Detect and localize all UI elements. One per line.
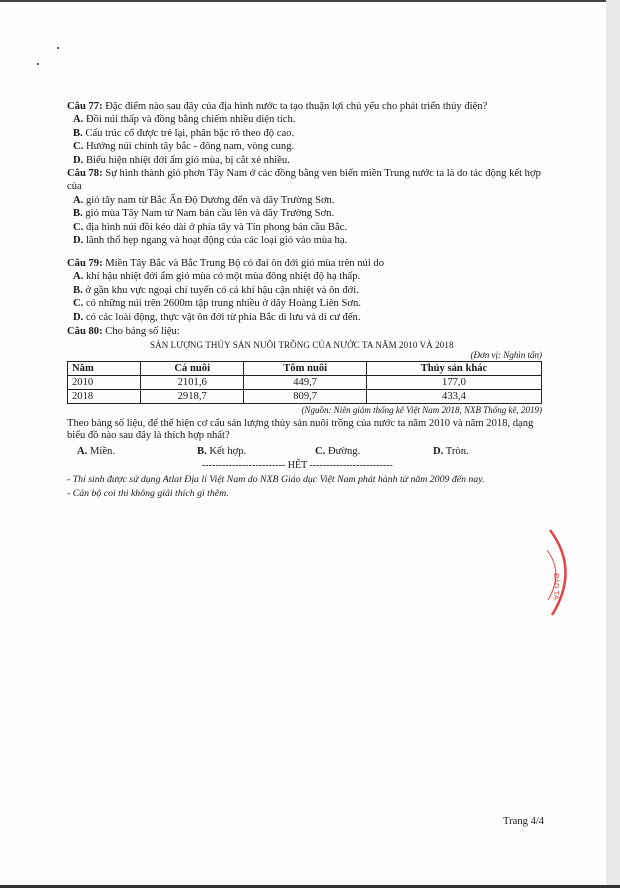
option-d: D. có các loài động, thực vật ôn đới từ phía Bắc di lưu và di cư đến. (73, 311, 361, 323)
red-stamp-fragment (540, 525, 580, 620)
option-c: C. Hướng núi chính tây bắc - đông nam, vòng cung. (73, 141, 295, 153)
option-a: A. Đồi núi thấp và đồng bằng chiếm nhiều diện tích. (73, 114, 296, 126)
option-a: A. gió tây nam từ Bắc Ấn Độ Dương đến và dãy Trường Sơn. (73, 194, 335, 206)
data-table (67, 361, 542, 404)
question-label: Câu 77: (67, 101, 103, 112)
question-label: Câu 79: (67, 258, 103, 269)
table-title: SẢN LƯỢNG THỦY SẢN NUÔI TRỒNG CỦA NƯỚC TA NĂM 2010 VÀ 2018 (150, 340, 454, 350)
option-a: A. khí hậu nhiệt đới ẩm gió mùa có một mùa đông nhiệt độ hạ thấp. (73, 271, 361, 283)
footnote: - Thí sinh được sử dụng Atlat Địa lí Việt Nam do NXB Giáo dục Việt Nam phát hành từ năm 2009 đến nay. (67, 474, 485, 485)
question-80-text: Theo bảng số liệu, để thể hiện cơ cấu sản lượng thủy sản nuôi trồng của nước ta năm 2010 và năm 2018, dạng biểu đồ nào sau đây là thích hợp nhất? (67, 418, 534, 442)
question-80-intro: Câu 80: Cho bảng số liệu: (67, 326, 180, 337)
option-d: D. Biểu hiện nhiệt đới ẩm gió mùa, bị cắt xẻ nhiều. (73, 154, 290, 166)
question-text: Đặc điểm nào sau đây của địa hình nước ta tạo thuận lợi chủ yếu cho phát triển thủy điện? (105, 101, 488, 112)
footnote: - Cán bộ coi thi không giải thích gì thêm. (67, 488, 229, 499)
option-b: B. ở gần khu vực ngoại chí tuyến có cả khí hậu cận nhiệt và ôn đới. (73, 284, 359, 296)
table-row: 2010 2101,6 449,7 177,0 (68, 376, 542, 390)
option-d: D. lãnh thổ hẹp ngang và hoạt động của các loại gió vào mùa hạ. (73, 235, 348, 247)
question-text: Miền Tây Bắc và Bắc Trung Bộ có đai ôn đới gió mùa trên núi do (105, 258, 385, 269)
svg-text:ĐÀO TẠ: ĐÀO TẠ (552, 573, 560, 600)
table-source: (Nguồn: Niên giám thống kê Việt Nam 2018, NXB Thống kê, 2019) (301, 405, 542, 415)
option-b: B. Kết hợp. (197, 446, 247, 457)
option-a: A. Miền. (77, 446, 115, 457)
table-row: 2018 2918,7 809,7 433,4 (68, 390, 542, 404)
option-c: C. có những núi trên 2600m tập trung nhiều ở dãy Hoàng Liên Sơn. (73, 298, 361, 310)
option-b: B. Cấu trúc cổ được trẻ lại, phân bậc rõ theo độ cao. (73, 127, 295, 139)
scan-speck (37, 63, 39, 65)
scan-right-edge (606, 0, 620, 888)
scan-speck (57, 47, 59, 49)
scan-top-edge (0, 0, 620, 2)
question-79 (67, 257, 547, 324)
option-d: D. Tròn. (433, 446, 469, 457)
question-text: Sự hình thành gió phơn Tây Nam ở các đồng bằng ven biển miền Trung nước ta là do tác động kết hợp của (67, 168, 541, 193)
table-unit: (Đơn vị: Nghìn tấn) (470, 350, 542, 360)
table-header-row: Năm Cá nuôi Tôm nuôi Thủy sản khác (68, 362, 542, 376)
end-marker: ------------------------- HẾT ------------------------- (202, 460, 393, 471)
question-label: Câu 78: (67, 168, 103, 179)
page-number: Trang 4/4 (503, 816, 545, 827)
question-77 (67, 100, 547, 167)
option-c: C. Đường. (315, 446, 361, 457)
option-b: B. gió mùa Tây Nam từ Nam bán cầu lên và dãy Trường Sơn. (73, 208, 335, 220)
question-78 (67, 167, 547, 247)
option-c: C. địa hình núi đồi kéo dài ở phía tây và Tín phong bán cầu Bắc. (73, 221, 348, 233)
